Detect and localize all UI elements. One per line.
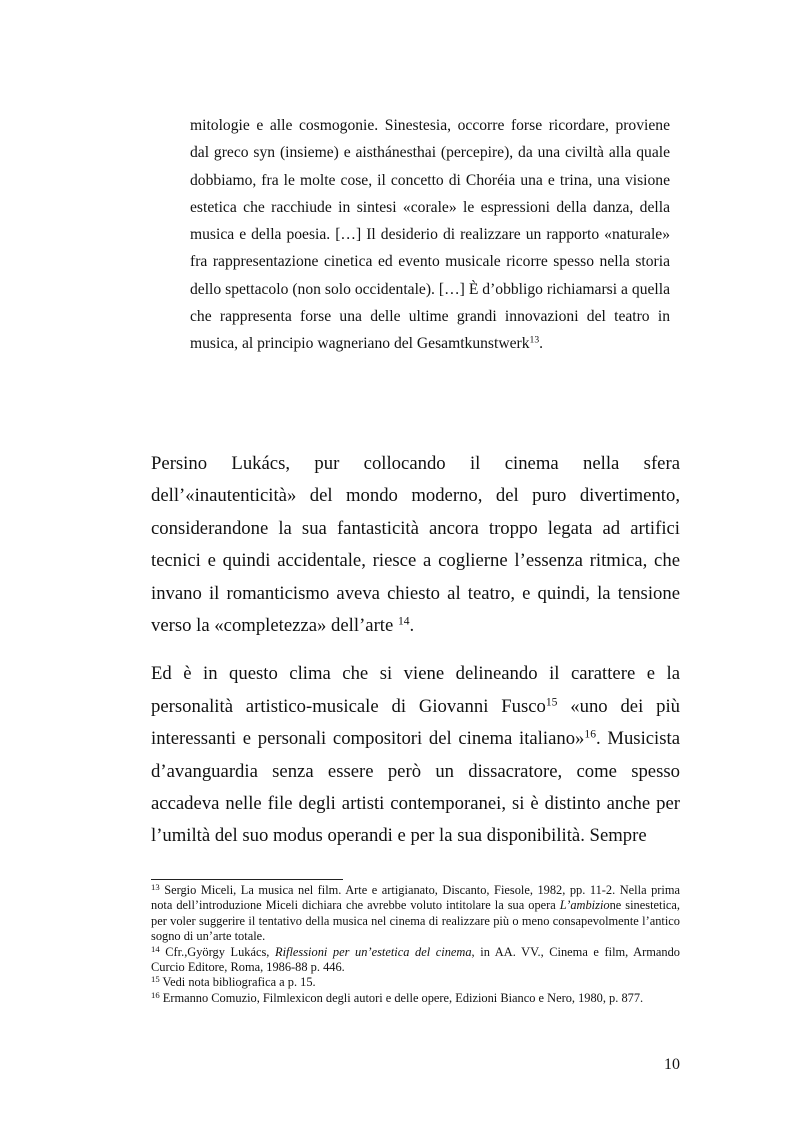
paragraph-fusco-part1: Ed è in questo clima che si viene delineando il carattere e la personalità artistico-musicale di Giovanni Fusco (151, 663, 680, 717)
body-text (151, 448, 680, 853)
paragraph-fusco-part3: . Musicista d’avanguardia senza essere però un dissacratore, come spesso accadeva nelle file degli artisti contemporanei, si è distinto anche per l’umiltà del suo modus operandi e per la sua disponibilità. Sempre (151, 728, 680, 847)
footnote-ref-13[interactable]: 13 (529, 335, 540, 347)
footnote-italic: L’ambizio (559, 898, 610, 913)
footnote-number: 15 (151, 974, 160, 985)
footnote-number: 16 (151, 989, 160, 1000)
footnote-16 (151, 991, 680, 1006)
quote-text: mitologie e alle cosmogonie. Sinestesia, occorre forse ricordare, proviene dal greco syn (insieme) e aisthánesthai (percepire), da una civiltà alla quale dobbiamo, fra le molte cose, il concetto di Choréia una e trina, una visione estetica che racchiude in sintesi «corale» le espressioni della danza, della musica e della poesia. […] Il desiderio di realizzare un rapporto «naturale» fra rappresentazione cinetica ed evento musicale ricorre spesso nella storia dello spettacolo (non solo occidentale). […] È d’obbligo richiamarsi a quella che rappresenta forse una delle ultime grandi innovazioni del teatro in musica, al principio wagneriano del Gesamtkunstwerk (190, 117, 670, 353)
footnote-14 (151, 945, 680, 976)
paragraph-fusco (151, 658, 680, 852)
block-quote (190, 112, 670, 358)
footnote-13 (151, 883, 680, 945)
page-number: 10 (664, 1056, 680, 1073)
paragraph-fusco-part2: «uno dei più interessanti e personali compositori del cinema italiano» (151, 695, 680, 750)
footnote-text: Cfr.,György Lukács, (165, 944, 276, 959)
footnote-15 (151, 975, 680, 990)
footnote-number: 13 (151, 882, 160, 893)
footnotes (151, 883, 680, 1006)
footnote-text-cont: ne sinestetica, per voler suggerire il tentativo della musica nel cinema di realizzare più o meno consapevolmente l’antico sogno di un’arte totale. (151, 898, 681, 944)
quote-end: . (539, 335, 544, 353)
footnote-separator (151, 879, 343, 880)
footnote-text: Sergio Miceli, La musica nel film. Arte e artigianato, Discanto, Fiesole, 1982, pp. 11-2. Nella prima nota dell’introduzione Miceli dichiara che avrebbe voluto intitolare la sua opera (151, 883, 680, 913)
footnote-text: Vedi nota bibliografica a p. 15. (162, 975, 316, 990)
footnote-ref-15[interactable]: 15 (545, 695, 558, 709)
paragraph-lukacs-end: . (409, 615, 415, 637)
paragraph-lukacs-text: Persino Lukács, pur collocando il cinema nella sfera dell’«inautenticità» del mondo moderno, del puro divertimento, considerandone la sua fantasticità ancora troppo legata ad artifici tecnici e quindi accidentale, riesce a coglierne l’essenza ritmica, che invano il romanticismo aveva chiesto al teatro, e quindi, la tensione verso la «completezza» dell’arte (151, 453, 680, 637)
paragraph-lukacs (151, 448, 680, 642)
footnote-ref-14[interactable]: 14 (397, 614, 410, 628)
footnote-text: Ermanno Comuzio, Filmlexicon degli autori e delle opere, Edizioni Bianco e Nero, 1980, p. 877. (162, 990, 644, 1005)
footnote-ref-16[interactable]: 16 (584, 727, 596, 741)
footnote-text-cont: , in AA. VV., Cinema e film, Armando Curcio Editore, Roma, 1986-88 p. 446. (151, 944, 680, 975)
footnote-number: 14 (151, 943, 160, 954)
footnote-italic: Riflessioni per un’estetica del cinema (275, 944, 472, 959)
